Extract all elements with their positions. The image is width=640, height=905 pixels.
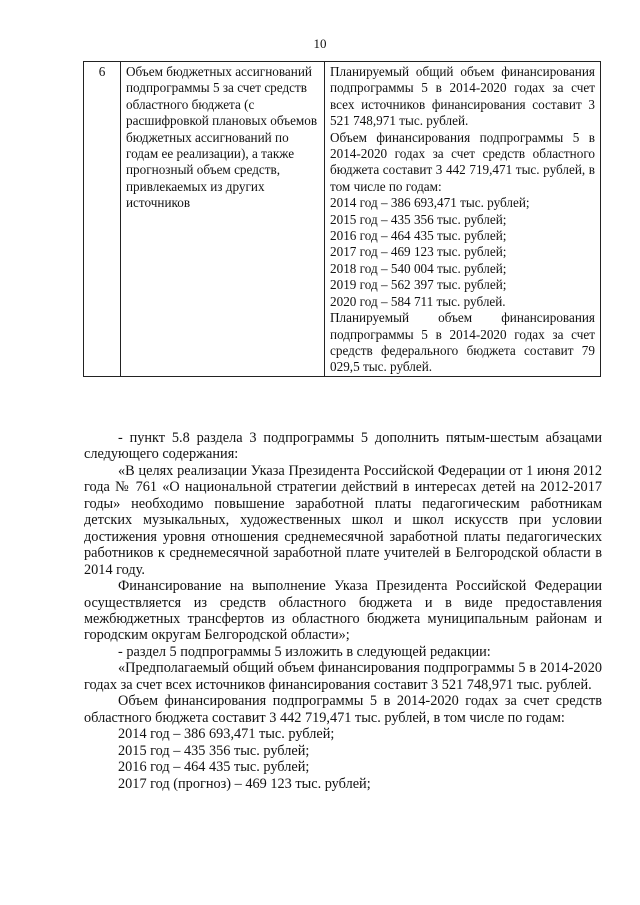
row-value [325, 62, 601, 377]
year-line: 2020 год – 584 711 тыс. рублей. [330, 293, 506, 309]
row-description [121, 62, 325, 377]
year-line: 2014 год – 386 693,471 тыс. рублей; [330, 195, 530, 211]
desc-line: годам ее реализации), а также [126, 146, 295, 162]
year-line: 2019 год – 562 397 тыс. рублей; [330, 277, 507, 293]
document-body [84, 430, 602, 792]
funding-table [83, 61, 601, 377]
year-line: 2017 год (прогноз) – 469 123 тыс. рублей; [118, 775, 371, 792]
desc-line: Объем бюджетных [126, 64, 232, 79]
federal-funding-text: Планируемый объем финансирования подпрограммы 5 в 2014-2020 годах за счет средств федерального бюджета составит 79 029,5 тыс. рублей. [330, 310, 595, 375]
year-line: 2017 год – 469 123 тыс. рублей; [330, 244, 507, 260]
year-line: 2015 год – 435 356 тыс. рублей; [118, 742, 310, 759]
table-row [84, 62, 601, 377]
paragraph: Финансирование на выполнение Указа Президента Российской Федерации осуществляется из средств областного бюджета и в виде предоставления межбюджетных трансфертов из областного бюджета муниципальным районам и городским округам Белгородской области»; [84, 578, 602, 644]
year-line: 2016 год – 464 435 тыс. рублей; [118, 759, 310, 776]
year-line: 2015 год – 435 356 тыс. рублей; [330, 211, 507, 227]
paragraph: - пункт 5.8 раздела 3 подпрограммы 5 дополнить пятым-шестым абзацами следующего содержания: [84, 430, 602, 463]
paragraph: - раздел 5 подпрограммы 5 изложить в следующей редакции: [118, 643, 491, 660]
year-line: 2014 год – 386 693,471 тыс. рублей; [118, 726, 335, 743]
paragraph: «Предполагаемый общий объем финансирования подпрограммы 5 в 2014-2020 годах за счет всех источников финансирования составит 3 521 748,971 тыс. рублей. [84, 660, 602, 693]
year-line: 2018 год – 540 004 тыс. рублей; [330, 260, 507, 276]
regional-funding-text: Объем финансирования подпрограммы 5 в 2014-2020 годах за счет средств областного бюджета составит 3 442 719,471 тыс. рублей, в том числе по годам: [330, 129, 595, 194]
page-number: 10 [313, 36, 327, 51]
desc-line: 5 за счет средств областного [126, 80, 308, 112]
desc-line: бюджета (с расшифровкой [126, 96, 255, 129]
desc-line: источников [126, 195, 191, 211]
total-funding-text: Планируемый общий объем финансирования подпрограммы 5 в 2014-2020 годах за счет всех источников финансирования составит 3 521 748,971 тыс. рублей. [330, 64, 595, 129]
desc-line: привлекаемых из других [126, 178, 265, 194]
paragraph: «В целях реализации Указа Президента Российской Федерации от 1 июня 2012 года № 761 «О национальной стратегии действий в интересах детей на 2012-2017 годы» необходимо повышение заработной платы педагогическим работникам детских музыкальных, художественных школ и школ искусств при условии достижения уровня отношения среднемесячной заработной платы педагогических работников к среднемесячной заработной плате учителей в Белгородской области в 2014 году. [84, 462, 602, 578]
year-line: 2016 год – 464 435 тыс. рублей; [330, 228, 507, 244]
desc-line: ассигнований подпрограммы [126, 64, 312, 96]
desc-line: прогнозный объем средств, [126, 162, 281, 178]
desc-line: бюджетных ассигнований по [126, 129, 289, 145]
paragraph: Объем финансирования подпрограммы 5 в 2014-2020 годах за счет средств областного бюджета составит 3 442 719,471 тыс. рублей, в том числе по годам: [84, 693, 602, 726]
desc-line: плановых объемов [212, 113, 318, 129]
row-number: 6 [84, 62, 121, 377]
